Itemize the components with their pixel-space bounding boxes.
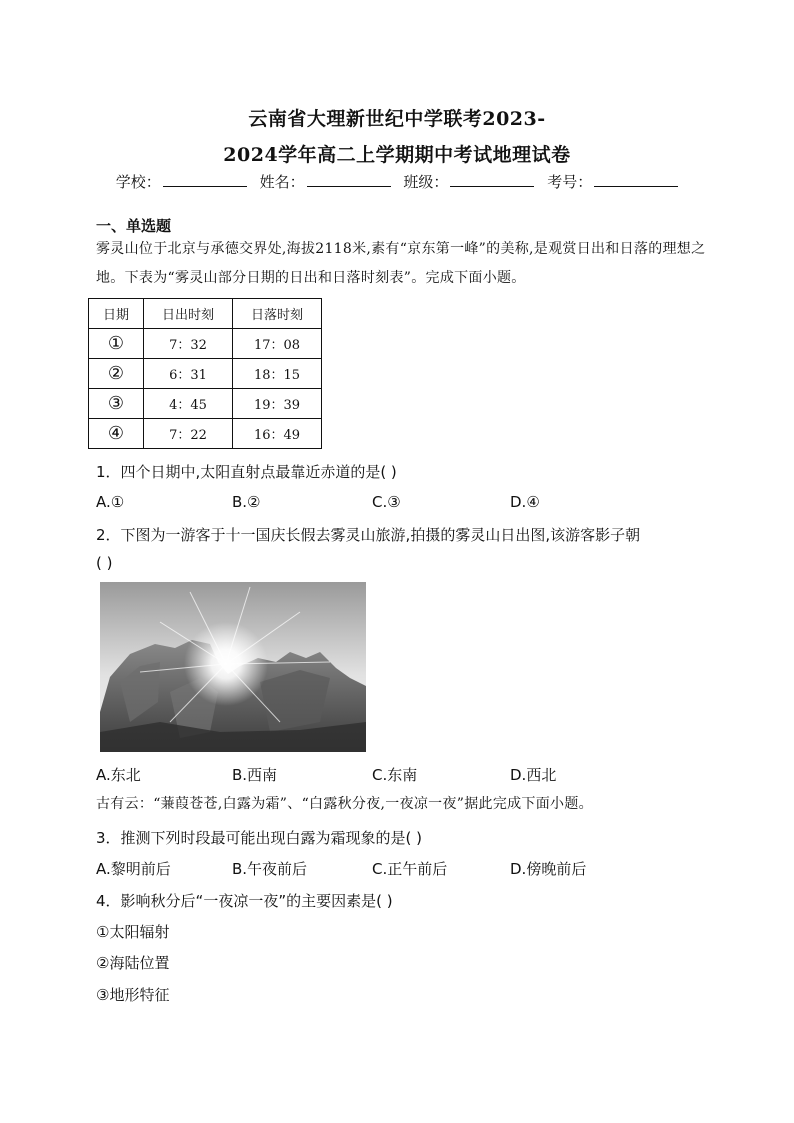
question-4-stem: 4．影响秋分后“一夜凉一夜”的主要因素是( ) xyxy=(96,892,393,910)
table-cell: 7：22 xyxy=(144,419,233,449)
table-header-row xyxy=(89,299,322,329)
table-cell: 18：15 xyxy=(233,359,322,389)
table-cell: 7：32 xyxy=(144,329,233,359)
q2-option-b[interactable]: B.西南 xyxy=(232,766,278,784)
table-cell: ① xyxy=(89,329,144,359)
table-row xyxy=(89,419,322,449)
student-info-fields xyxy=(0,171,794,192)
table-cell: 17：08 xyxy=(233,329,322,359)
school-blank[interactable] xyxy=(163,172,247,187)
table-header-cell: 日期 xyxy=(89,299,144,329)
table-cell: 6：31 xyxy=(144,359,233,389)
name-label: 姓名： xyxy=(259,173,305,191)
q2-option-c[interactable]: C.东南 xyxy=(372,766,418,784)
section-title: 一、单选题 xyxy=(96,217,172,235)
table-cell: 4：45 xyxy=(144,389,233,419)
class-blank[interactable] xyxy=(450,172,534,187)
table-row xyxy=(89,329,322,359)
q3-option-b[interactable]: B.午夜前后 xyxy=(232,860,308,878)
class-field[interactable] xyxy=(403,171,534,192)
sunrise-photo xyxy=(100,582,366,752)
passage-2: 古有云：“蒹葭苍苍,白露为霜”、“白露秋分夜,一夜凉一夜”据此完成下面小题。 xyxy=(96,796,593,812)
table-row xyxy=(89,359,322,389)
question-2-stem-line1: 2．下图为一游客于十一国庆长假去雾灵山旅游,拍摄的雾灵山日出图,该游客影子朝 xyxy=(96,526,641,544)
q4-item-3: ③地形特征 xyxy=(96,986,170,1004)
q2-option-d[interactable]: D.西北 xyxy=(510,766,557,784)
class-label: 班级： xyxy=(403,173,449,191)
school-field[interactable] xyxy=(116,171,247,192)
table-cell: ② xyxy=(89,359,144,389)
school-label: 学校： xyxy=(115,173,161,191)
table-row xyxy=(89,389,322,419)
sunrise-sunset-table xyxy=(88,298,322,449)
q1-option-a[interactable]: A.① xyxy=(96,493,125,511)
table-cell: 19：39 xyxy=(233,389,322,419)
q2-option-a[interactable]: A.东北 xyxy=(96,766,141,784)
passage-1: 雾灵山位于北京与承德交界处,海拔2118米,素有“京东第一峰”的美称,是观赏日出和日落的理想之地。下表为“雾灵山部分日期的日出和日落时刻表”。完成下面小题。 xyxy=(96,241,706,286)
exam-title-line1: 云南省大理新世纪中学联考2023- xyxy=(248,108,546,130)
question-3-stem: 3．推测下列时段最可能出现白露为霜现象的是( ) xyxy=(96,829,423,847)
table-header-cell: 日出时刻 xyxy=(144,299,233,329)
sunrise-photo-image xyxy=(100,582,366,752)
q1-option-d[interactable]: D.④ xyxy=(510,493,540,511)
name-field[interactable] xyxy=(260,171,391,192)
table-cell: ③ xyxy=(89,389,144,419)
q4-item-1: ①太阳辐射 xyxy=(96,923,170,941)
table-cell: 16：49 xyxy=(233,419,322,449)
question-2-stem-line2: ( ) xyxy=(96,554,113,572)
table-header-cell: 日落时刻 xyxy=(233,299,322,329)
question-1-stem: 1．四个日期中,太阳直射点最靠近赤道的是( ) xyxy=(96,463,397,481)
q3-option-d[interactable]: D.傍晚前后 xyxy=(510,860,587,878)
exam-number-field[interactable] xyxy=(547,171,678,192)
q3-option-a[interactable]: A.黎明前后 xyxy=(96,860,171,878)
q1-option-b[interactable]: B.② xyxy=(232,493,261,511)
q3-option-c[interactable]: C.正午前后 xyxy=(372,860,448,878)
exam-number-label: 考号： xyxy=(547,173,593,191)
exam-title-line2: 2024学年高二上学期期中考试地理试卷 xyxy=(223,144,571,166)
exam-number-blank[interactable] xyxy=(594,172,678,187)
name-blank[interactable] xyxy=(307,172,391,187)
q4-item-2: ②海陆位置 xyxy=(96,954,170,972)
table-cell: ④ xyxy=(89,419,144,449)
q1-option-c[interactable]: C.③ xyxy=(372,493,401,511)
